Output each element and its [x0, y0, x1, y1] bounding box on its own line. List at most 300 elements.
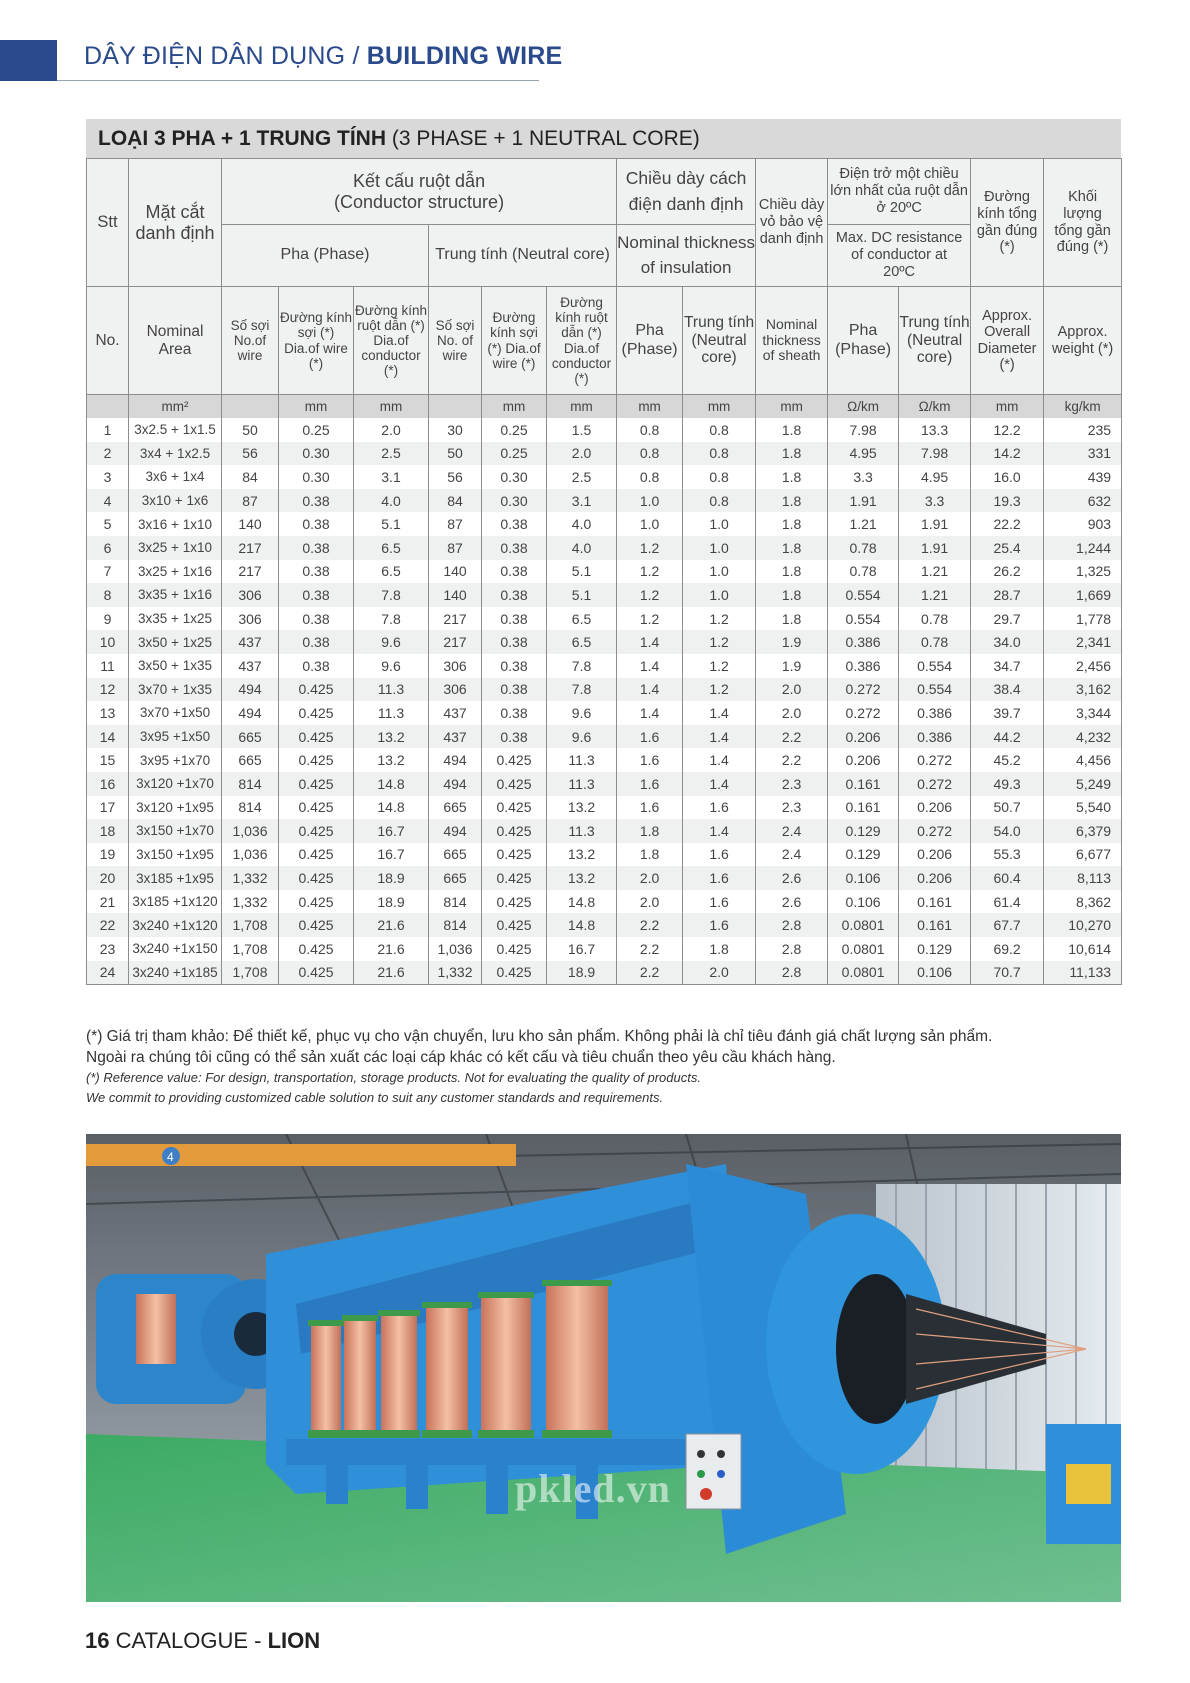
yellow-panel: [1066, 1464, 1111, 1504]
value-cell: 0.554: [899, 654, 971, 678]
value-cell: 0.206: [828, 725, 899, 749]
table-row: [87, 442, 1122, 466]
value-cell: 494: [222, 701, 279, 725]
row-number: 24: [87, 961, 129, 985]
value-cell: 2.4: [756, 819, 828, 843]
value-cell: 2.0: [547, 442, 617, 466]
value-cell: 6,677: [1044, 843, 1122, 867]
value-cell: 0.161: [828, 796, 899, 820]
table-row: [87, 796, 1122, 820]
value-cell: 13.2: [547, 796, 617, 820]
value-cell: 34.0: [971, 630, 1044, 654]
nominal-area-cell: 3x150 +1x95: [129, 843, 222, 867]
unit-cell: Ω/km: [828, 395, 899, 419]
unit-cell: mm: [617, 395, 683, 419]
units-row: [87, 395, 1122, 419]
nominal-area-cell: 3x4 + 1x2.5: [129, 442, 222, 466]
page-section-title: [84, 42, 562, 71]
value-cell: 7.8: [354, 607, 429, 631]
value-cell: 16.7: [547, 937, 617, 961]
header-phase-cond-dia: Đường kính ruột dẫn (*) Dia.of conductor (*): [354, 287, 429, 395]
nominal-area-cell: 3x185 +1x95: [129, 866, 222, 890]
value-cell: 2.8: [756, 913, 828, 937]
header-resistance-en: Max. DC resistance of conductor at 20ºC: [828, 225, 971, 287]
value-cell: 55.3: [971, 843, 1044, 867]
nominal-area-cell: 3x150 +1x70: [129, 819, 222, 843]
unit-cell: Ω/km: [899, 395, 971, 419]
value-cell: 0.425: [482, 937, 547, 961]
value-cell: 903: [1044, 512, 1122, 536]
value-cell: 0.106: [899, 961, 971, 985]
value-cell: 0.38: [482, 701, 547, 725]
value-cell: 437: [429, 701, 482, 725]
value-cell: 0.38: [482, 678, 547, 702]
row-number: 19: [87, 843, 129, 867]
value-cell: 0.25: [482, 418, 547, 442]
row-number: 13: [87, 701, 129, 725]
value-cell: 1.0: [617, 512, 683, 536]
row-number: 12: [87, 678, 129, 702]
value-cell: 44.2: [971, 725, 1044, 749]
value-cell: 84: [429, 489, 482, 513]
value-cell: 217: [429, 630, 482, 654]
value-cell: 0.38: [482, 512, 547, 536]
value-cell: 1.8: [756, 536, 828, 560]
value-cell: 0.129: [899, 937, 971, 961]
unit-cell: mm: [354, 395, 429, 419]
unit-cell: mm: [756, 395, 828, 419]
value-cell: 0.129: [828, 819, 899, 843]
value-cell: 0.425: [482, 772, 547, 796]
value-cell: 13.2: [547, 843, 617, 867]
header-weight-en: Approx. weight (*): [1044, 287, 1122, 395]
header-insulation-en: Nominal thickness of insulation: [617, 225, 756, 287]
value-cell: 306: [222, 583, 279, 607]
value-cell: 1.6: [683, 890, 756, 914]
value-cell: 2.5: [354, 442, 429, 466]
value-cell: 0.272: [899, 819, 971, 843]
value-cell: 4.95: [828, 442, 899, 466]
table-row: [87, 536, 1122, 560]
header-res-neutral: Trung tính (Neutral core): [899, 287, 971, 395]
row-number: 7: [87, 560, 129, 584]
value-cell: 11.3: [547, 772, 617, 796]
value-cell: 0.425: [482, 819, 547, 843]
value-cell: 0.425: [482, 796, 547, 820]
value-cell: 2.0: [354, 418, 429, 442]
value-cell: 2.2: [617, 913, 683, 937]
value-cell: 0.38: [482, 583, 547, 607]
unit-cell: [429, 395, 482, 419]
value-cell: 1.8: [617, 843, 683, 867]
value-cell: 0.425: [279, 937, 354, 961]
value-cell: 0.30: [279, 442, 354, 466]
value-cell: 0.425: [482, 913, 547, 937]
value-cell: 39.7: [971, 701, 1044, 725]
row-number: 10: [87, 630, 129, 654]
value-cell: 632: [1044, 489, 1122, 513]
value-cell: 1.8: [756, 418, 828, 442]
value-cell: 1.8: [756, 489, 828, 513]
value-cell: 16.7: [354, 819, 429, 843]
unit-cell: [87, 395, 129, 419]
value-cell: 4,232: [1044, 725, 1122, 749]
value-cell: 1.8: [756, 607, 828, 631]
value-cell: 217: [222, 560, 279, 584]
value-cell: 1,332: [222, 890, 279, 914]
spec-table-container: [86, 119, 1121, 985]
header-phase-wire-dia: Đường kính sợi (*) Dia.of wire (*): [279, 287, 354, 395]
value-cell: 4.95: [899, 465, 971, 489]
value-cell: 5.1: [354, 512, 429, 536]
value-cell: 0.386: [899, 725, 971, 749]
row-number: 6: [87, 536, 129, 560]
value-cell: 1,244: [1044, 536, 1122, 560]
row-number: 5: [87, 512, 129, 536]
table-row: [87, 725, 1122, 749]
value-cell: 814: [429, 913, 482, 937]
value-cell: 814: [222, 772, 279, 796]
value-cell: 13.3: [899, 418, 971, 442]
value-cell: 0.206: [899, 866, 971, 890]
value-cell: 0.8: [683, 442, 756, 466]
value-cell: 0.38: [279, 536, 354, 560]
value-cell: 9.6: [547, 701, 617, 725]
value-cell: 38.4: [971, 678, 1044, 702]
value-cell: 1.6: [683, 796, 756, 820]
value-cell: 56: [222, 442, 279, 466]
value-cell: 0.425: [279, 701, 354, 725]
value-cell: 2.0: [756, 678, 828, 702]
value-cell: 45.2: [971, 748, 1044, 772]
note-en-line1: (*) Reference value: For design, transportation, storage products. Not for evaluating the quality of products.: [86, 1070, 701, 1085]
value-cell: 2.4: [756, 843, 828, 867]
value-cell: 1,708: [222, 913, 279, 937]
value-cell: 1.2: [617, 536, 683, 560]
value-cell: 34.7: [971, 654, 1044, 678]
factory-machine-illustration: [86, 1134, 1121, 1602]
header-res-phase: Pha (Phase): [828, 287, 899, 395]
value-cell: 140: [429, 583, 482, 607]
nominal-area-cell: 3x240 +1x150: [129, 937, 222, 961]
nominal-area-cell: 3x185 +1x120: [129, 890, 222, 914]
header-neutral-wires: Số sợi No. of wire: [429, 287, 482, 395]
value-cell: 0.8: [617, 418, 683, 442]
note-vn-line1: (*) Giá trị tham khảo: Để thiết kế, phục vụ cho vận chuyển, lưu kho sản phẩm. Không phải là chỉ tiêu đánh giá chất lượng sản phẩm.: [86, 1028, 993, 1045]
value-cell: 1.4: [683, 725, 756, 749]
value-cell: 0.38: [279, 654, 354, 678]
value-cell: 19.3: [971, 489, 1044, 513]
header-diameter-vn: Đường kính tổng gần đúng (*): [971, 159, 1044, 287]
value-cell: 1.8: [756, 583, 828, 607]
value-cell: 1.4: [683, 772, 756, 796]
header-resistance-vn: Điện trở một chiều lớn nhất của ruột dẫn ở 20ºC: [828, 159, 971, 225]
value-cell: 2.3: [756, 796, 828, 820]
row-number: 11: [87, 654, 129, 678]
value-cell: 0.425: [482, 748, 547, 772]
value-cell: 7.98: [828, 418, 899, 442]
value-cell: 9.6: [354, 654, 429, 678]
value-cell: 14.8: [354, 772, 429, 796]
value-cell: 814: [429, 890, 482, 914]
value-cell: 0.25: [279, 418, 354, 442]
value-cell: 0.425: [482, 843, 547, 867]
value-cell: 2.6: [756, 866, 828, 890]
value-cell: 1,325: [1044, 560, 1122, 584]
value-cell: 140: [222, 512, 279, 536]
value-cell: 1.2: [617, 607, 683, 631]
header-conductor-en: (Conductor structure): [334, 191, 505, 212]
value-cell: 1,708: [222, 961, 279, 985]
value-cell: 0.272: [899, 748, 971, 772]
value-cell: 50: [222, 418, 279, 442]
nominal-area-cell: 3x120 +1x95: [129, 796, 222, 820]
value-cell: 1.8: [756, 512, 828, 536]
value-cell: 1,669: [1044, 583, 1122, 607]
header-sheath-vn: Chiều dày vỏ bảo vệ danh định: [756, 159, 828, 287]
value-cell: 11.3: [547, 819, 617, 843]
row-number: 18: [87, 819, 129, 843]
header-stt: Stt: [87, 159, 129, 287]
value-cell: 1.6: [617, 772, 683, 796]
value-cell: 2.0: [617, 866, 683, 890]
header-phase-wires: Số sợi No.of wire: [222, 287, 279, 395]
value-cell: 13.2: [547, 866, 617, 890]
value-cell: 6,379: [1044, 819, 1122, 843]
value-cell: 306: [429, 654, 482, 678]
value-cell: 3.1: [354, 465, 429, 489]
row-number: 3: [87, 465, 129, 489]
value-cell: 0.38: [482, 654, 547, 678]
unit-cell: mm: [683, 395, 756, 419]
value-cell: 50.7: [971, 796, 1044, 820]
value-cell: 0.0801: [828, 913, 899, 937]
value-cell: 1,036: [222, 843, 279, 867]
value-cell: 0.38: [279, 489, 354, 513]
value-cell: 0.425: [482, 890, 547, 914]
value-cell: 14.8: [354, 796, 429, 820]
value-cell: 0.78: [828, 560, 899, 584]
crane-number: 4: [167, 1150, 174, 1164]
value-cell: 3.1: [547, 489, 617, 513]
value-cell: 2,456: [1044, 654, 1122, 678]
nominal-area-cell: 3x35 + 1x16: [129, 583, 222, 607]
value-cell: 217: [429, 607, 482, 631]
value-cell: 0.106: [828, 866, 899, 890]
value-cell: 1.8: [756, 442, 828, 466]
value-cell: 21.6: [354, 913, 429, 937]
value-cell: 1.2: [683, 678, 756, 702]
value-cell: 54.0: [971, 819, 1044, 843]
table-row: [87, 961, 1122, 985]
value-cell: 1.9: [756, 630, 828, 654]
value-cell: 2.8: [756, 937, 828, 961]
value-cell: 0.425: [482, 866, 547, 890]
header-sheath-en: Nominal thickness of sheath: [756, 287, 828, 395]
value-cell: 0.425: [279, 890, 354, 914]
value-cell: 0.106: [828, 890, 899, 914]
value-cell: 0.425: [279, 772, 354, 796]
table-row: [87, 560, 1122, 584]
row-number: 16: [87, 772, 129, 796]
header-accent-block: [0, 40, 57, 81]
value-cell: 1.8: [617, 819, 683, 843]
header-neutral-wire-dia: Đường kính sợi (*) Dia.of wire (*): [482, 287, 547, 395]
value-cell: 437: [222, 654, 279, 678]
value-cell: 1.91: [828, 489, 899, 513]
value-cell: 0.78: [828, 536, 899, 560]
value-cell: 0.425: [279, 961, 354, 985]
value-cell: 3.3: [828, 465, 899, 489]
table-row: [87, 748, 1122, 772]
value-cell: 29.7: [971, 607, 1044, 631]
table-row: [87, 512, 1122, 536]
value-cell: 494: [222, 678, 279, 702]
header-diameter-en: Approx. Overall Diameter (*): [971, 287, 1044, 395]
value-cell: 1.91: [899, 512, 971, 536]
value-cell: 11.3: [354, 701, 429, 725]
value-cell: 0.272: [828, 678, 899, 702]
nominal-area-cell: 3x95 +1x50: [129, 725, 222, 749]
row-number: 23: [87, 937, 129, 961]
header-insulation-vn: Chiều dày cách điện danh định: [617, 159, 756, 225]
value-cell: 0.38: [482, 560, 547, 584]
value-cell: 0.38: [279, 560, 354, 584]
value-cell: 1.9: [756, 654, 828, 678]
catalogue-label: CATALOGUE -: [109, 1628, 268, 1653]
value-cell: 28.7: [971, 583, 1044, 607]
value-cell: 1.2: [683, 654, 756, 678]
value-cell: 0.8: [683, 465, 756, 489]
value-cell: 1.5: [547, 418, 617, 442]
value-cell: 5,249: [1044, 772, 1122, 796]
nominal-area-cell: 3x25 + 1x16: [129, 560, 222, 584]
value-cell: 1.21: [828, 512, 899, 536]
value-cell: 14.2: [971, 442, 1044, 466]
value-cell: 0.425: [279, 843, 354, 867]
nominal-area-cell: 3x35 + 1x25: [129, 607, 222, 631]
value-cell: 2.0: [756, 701, 828, 725]
value-cell: 2.5: [547, 465, 617, 489]
value-cell: 1,332: [222, 866, 279, 890]
value-cell: 0.425: [279, 678, 354, 702]
value-cell: 235: [1044, 418, 1122, 442]
value-cell: 0.206: [828, 748, 899, 772]
value-cell: 0.38: [482, 630, 547, 654]
value-cell: 2.6: [756, 890, 828, 914]
value-cell: 0.8: [617, 465, 683, 489]
header-conductor: [222, 159, 617, 225]
row-number: 2: [87, 442, 129, 466]
table-row: [87, 630, 1122, 654]
table-title-rest: (3 PHASE + 1 NEUTRAL CORE): [386, 127, 700, 150]
value-cell: 0.272: [828, 701, 899, 725]
table-title: [86, 119, 1121, 158]
unit-cell: kg/km: [1044, 395, 1122, 419]
value-cell: 1.0: [683, 536, 756, 560]
value-cell: 2.2: [617, 961, 683, 985]
unit-cell: mm: [482, 395, 547, 419]
value-cell: 0.425: [482, 961, 547, 985]
value-cell: 1.6: [617, 796, 683, 820]
value-cell: 1.4: [683, 748, 756, 772]
value-cell: 0.30: [279, 465, 354, 489]
value-cell: 1.21: [899, 583, 971, 607]
nominal-area-cell: 3x240 +1x120: [129, 913, 222, 937]
value-cell: 7.8: [354, 583, 429, 607]
value-cell: 1.4: [617, 678, 683, 702]
value-cell: 0.554: [828, 583, 899, 607]
value-cell: 0.78: [899, 607, 971, 631]
value-cell: 2,341: [1044, 630, 1122, 654]
value-cell: 0.206: [899, 796, 971, 820]
value-cell: 1.6: [683, 843, 756, 867]
value-cell: 1.0: [683, 512, 756, 536]
nominal-area-cell: 3x70 +1x50: [129, 701, 222, 725]
value-cell: 0.30: [482, 465, 547, 489]
value-cell: 665: [222, 748, 279, 772]
value-cell: 0.161: [899, 890, 971, 914]
value-cell: 1.0: [617, 489, 683, 513]
table-row: [87, 607, 1122, 631]
table-row: [87, 465, 1122, 489]
value-cell: 0.129: [828, 843, 899, 867]
value-cell: 6.5: [354, 560, 429, 584]
value-cell: 14.8: [547, 913, 617, 937]
value-cell: 87: [222, 489, 279, 513]
value-cell: 217: [222, 536, 279, 560]
value-cell: 0.0801: [828, 961, 899, 985]
value-cell: 56: [429, 465, 482, 489]
page-number: 16: [85, 1628, 110, 1653]
value-cell: 16.7: [354, 843, 429, 867]
nominal-area-cell: 3x70 + 1x35: [129, 678, 222, 702]
nominal-area-cell: 3x6 + 1x4: [129, 465, 222, 489]
header-divider: [57, 80, 539, 81]
value-cell: 331: [1044, 442, 1122, 466]
value-cell: 18.9: [354, 890, 429, 914]
header-weight-vn: Khối lượng tổng gần đúng (*): [1044, 159, 1122, 287]
spec-table: [86, 158, 1122, 985]
value-cell: 87: [429, 536, 482, 560]
table-row: [87, 843, 1122, 867]
value-cell: 3,162: [1044, 678, 1122, 702]
die-holder: [836, 1274, 916, 1424]
value-cell: 1.2: [617, 560, 683, 584]
value-cell: 0.38: [279, 607, 354, 631]
table-row: [87, 678, 1122, 702]
value-cell: 5.1: [547, 560, 617, 584]
value-cell: 439: [1044, 465, 1122, 489]
row-number: 15: [87, 748, 129, 772]
value-cell: 494: [429, 748, 482, 772]
row-number: 20: [87, 866, 129, 890]
row-number: 4: [87, 489, 129, 513]
value-cell: 665: [429, 843, 482, 867]
table-row: [87, 819, 1122, 843]
value-cell: 0.161: [828, 772, 899, 796]
table-row: [87, 866, 1122, 890]
note-en-line2: We commit to providing customized cable solution to suit any customer standards and requirements.: [86, 1090, 664, 1105]
value-cell: 1,708: [222, 937, 279, 961]
value-cell: 1.2: [683, 630, 756, 654]
nominal-area-cell: 3x10 + 1x6: [129, 489, 222, 513]
page-footer: [85, 1628, 320, 1654]
value-cell: 0.425: [279, 796, 354, 820]
value-cell: 0.38: [279, 630, 354, 654]
nominal-area-cell: 3x16 + 1x10: [129, 512, 222, 536]
value-cell: 1.8: [683, 937, 756, 961]
